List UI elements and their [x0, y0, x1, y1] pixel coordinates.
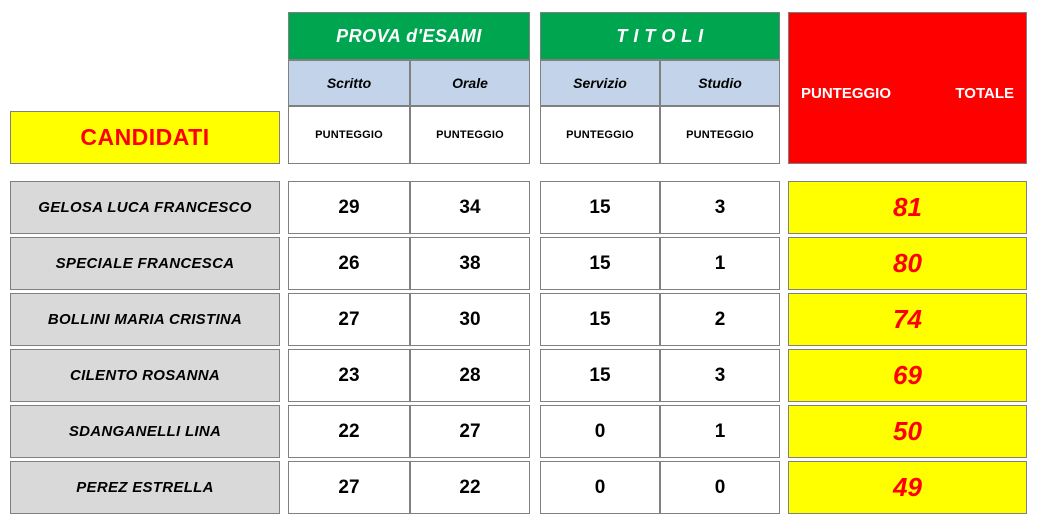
subheader-studio-label: Studio [698, 75, 742, 91]
score-servizio [540, 293, 660, 346]
score-studio [660, 349, 780, 402]
score-studio-value: 2 [714, 308, 726, 330]
score-studio-value: 1 [714, 420, 726, 442]
group-header-titoli [540, 12, 780, 60]
score-totale [788, 237, 1027, 290]
table-row [10, 293, 280, 346]
score-servizio [540, 349, 660, 402]
score-totale-value: 74 [893, 304, 922, 334]
table-row [10, 181, 280, 234]
score-servizio-value: 0 [594, 420, 606, 442]
score-studio-value: 0 [714, 476, 726, 498]
subheader-servizio [540, 60, 660, 106]
candidate-name: GELOSA LUCA FRANCESCO [38, 199, 252, 216]
score-studio-value: 3 [714, 196, 726, 218]
score-totale [788, 293, 1027, 346]
score-servizio [540, 461, 660, 514]
score-totale-value: 69 [893, 360, 922, 390]
score-scritto-value: 27 [338, 308, 360, 330]
score-totale-value: 50 [893, 416, 922, 446]
score-scritto-value: 29 [338, 196, 360, 218]
table-row [10, 349, 280, 402]
score-studio-value: 3 [714, 364, 726, 386]
score-studio [660, 181, 780, 234]
score-scritto [288, 237, 410, 290]
table-row [10, 237, 280, 290]
score-orale-value: 30 [459, 308, 481, 330]
candidati-title-label: CANDIDATI [80, 124, 210, 150]
score-orale [410, 293, 530, 346]
group-header-titoli-label: T I T O L I [616, 25, 704, 46]
total-header-punteggio-label: PUNTEGGIO [801, 85, 892, 102]
subheader-studio [660, 60, 780, 106]
subheader-servizio-label: Servizio [573, 75, 627, 91]
score-scritto [288, 461, 410, 514]
score-studio-value: 1 [714, 252, 726, 274]
measure-header-servizio-label: PUNTEGGIO [566, 129, 634, 141]
score-servizio [540, 237, 660, 290]
score-orale-value: 22 [459, 476, 481, 498]
total-header-totale-label: TOTALE [955, 85, 1014, 102]
group-header-prova-esami-label: PROVA d'ESAMI [336, 25, 482, 46]
score-orale [410, 237, 530, 290]
score-servizio-value: 0 [594, 476, 606, 498]
score-orale [410, 405, 530, 458]
subheader-orale-label: Orale [452, 75, 488, 91]
measure-header-servizio [540, 106, 660, 164]
score-orale-value: 27 [459, 420, 481, 442]
measure-header-studio [660, 106, 780, 164]
score-totale [788, 461, 1027, 514]
score-totale [788, 349, 1027, 402]
score-scritto [288, 405, 410, 458]
measure-header-studio-label: PUNTEGGIO [686, 129, 754, 141]
measure-header-orale [410, 106, 530, 164]
score-scritto [288, 349, 410, 402]
score-totale [788, 181, 1027, 234]
table-row [10, 405, 280, 458]
score-orale [410, 461, 530, 514]
score-totale-value: 80 [893, 248, 922, 278]
score-orale-value: 34 [459, 196, 481, 218]
score-orale-value: 28 [459, 364, 481, 386]
score-studio [660, 237, 780, 290]
score-scritto [288, 181, 410, 234]
candidate-name: BOLLINI MARIA CRISTINA [47, 311, 243, 328]
score-totale-value: 81 [893, 192, 922, 222]
score-orale [410, 349, 530, 402]
score-totale [788, 405, 1027, 458]
score-orale-value: 38 [459, 252, 481, 274]
candidate-name: CILENTO ROSANNA [69, 367, 221, 384]
subheader-scritto [288, 60, 410, 106]
score-scritto-value: 22 [338, 420, 360, 442]
measure-header-scritto-label: PUNTEGGIO [315, 129, 383, 141]
subheader-orale [410, 60, 530, 106]
score-servizio [540, 181, 660, 234]
candidate-name: SDANGANELLI LINA [68, 423, 222, 440]
candidati-title [10, 111, 280, 164]
candidate-name: SPECIALE FRANCESCA [55, 255, 235, 272]
score-servizio-value: 15 [589, 196, 611, 218]
score-scritto-value: 27 [338, 476, 360, 498]
table-row [10, 461, 280, 514]
score-servizio-value: 15 [589, 252, 611, 274]
score-scritto-value: 23 [338, 364, 360, 386]
score-orale [410, 181, 530, 234]
score-totale-value: 49 [893, 472, 922, 502]
score-studio [660, 405, 780, 458]
subheader-scritto-label: Scritto [326, 75, 372, 91]
total-header-block [788, 12, 1027, 164]
score-servizio-value: 15 [589, 308, 611, 330]
score-studio [660, 461, 780, 514]
score-studio [660, 293, 780, 346]
group-header-prova-esami [288, 12, 530, 60]
score-scritto [288, 293, 410, 346]
candidate-name: PEREZ ESTRELLA [76, 479, 214, 496]
measure-header-scritto [288, 106, 410, 164]
score-scritto-value: 26 [338, 252, 360, 274]
score-servizio [540, 405, 660, 458]
score-servizio-value: 15 [589, 364, 611, 386]
measure-header-orale-label: PUNTEGGIO [436, 129, 504, 141]
